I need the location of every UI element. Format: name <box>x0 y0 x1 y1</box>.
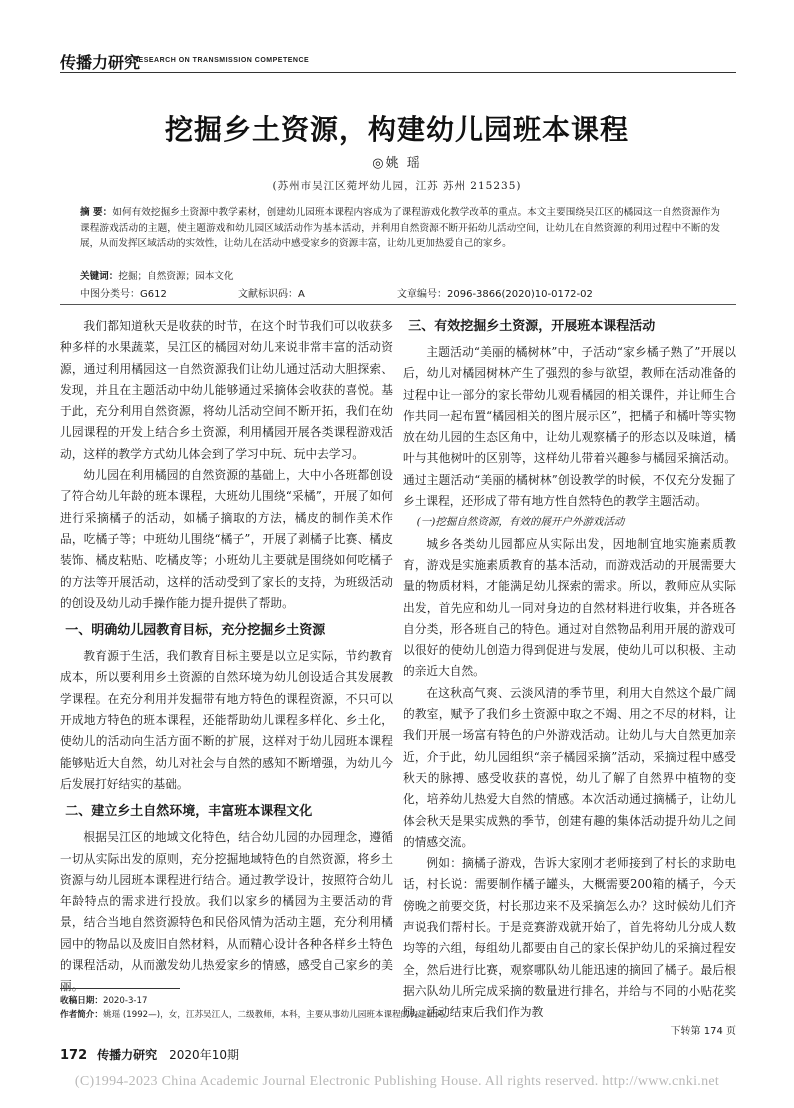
paragraph: 城乡各类幼儿园都应从实际出发，因地制宜地实施素质教育，游戏是实施素质教育的基本活动，而游戏活动的开展需要大量的物质材料，才能满足幼儿探索的需求。所以，教师应从实际出发，首先应和幼儿一同对身边的自然材料进行收集，并各班各自分类，形各班自己的特色。通过对自然物品利用开展的游戏可以很好的使幼儿创造力得到促进与发展，使幼儿可以积极、主动的亲近大自然。 <box>403 536 736 679</box>
article-title: 挖掘乡土资源，构建幼儿园班本课程 <box>164 113 629 146</box>
abstract-label: 摘 要： <box>80 207 113 218</box>
paragraph: 根据吴江区的地域文化特色，结合幼儿园的办园理念，遵循一切从实际出发的原则，充分挖掘地域特色的自然资源，将乡土资源与幼儿园班本课程进行结合。通过教学设计，按照符合幼儿年龄特点的需求进行投放。我们以家乡的橘园为主要活动的背景，结合当地自然资源特色和民俗风情为活动主题，充分利用橘园中的物品以及废旧自然材料，从而精心设计各种各样乡土特色的课程活动，从而激发幼儿热爱家乡的情感，感受自己家乡的美丽。 <box>60 830 393 994</box>
keywords <box>80 268 720 282</box>
author-affiliation: (苏州市吴江区菀坪幼儿园，江苏 苏州 215235) <box>272 180 522 192</box>
continued-note: 下转第 174 页 <box>670 1025 736 1037</box>
document-code: 文献标识码：A <box>238 289 305 300</box>
abstract <box>80 205 720 252</box>
journal-name-en: RESEARCH ON TRANSMISSION COMPETENCE <box>133 57 310 64</box>
paragraph: 我们都知道秋天是收获的时节，在这个时节我们可以收获多种多样的水果蔬菜，吴江区的橘园对幼儿来说非常丰富的活动资源，通过利用橘园这一自然资源我们让幼儿通过活动大胆探索、发现，并且在主题活动中幼儿能够通过采摘体会收获的喜悦。基于此，充分利用自然资源，将幼儿活动空间不断开拓，我们在幼儿园课程的开发上结合乡土资源，利用橘园开展各类课程游戏活动，这样的教学方式幼儿体会到了学习中玩、玩中去学习。 <box>60 319 393 461</box>
paragraph: 教育源于生活，我们教育目标主要是以立足实际，节约教育成本，所以要利用乡土资源的自然环境为幼儿创设适合其发展教学课程。在充分利用并发掘带有地方特色的课程资源，不只可以开成地方特色的班本课程，还能帮助幼儿课程多样化、乡土化，使幼儿的活动向生活方面不断的扩展，这样对于幼儿园班本课程能够贴近大自然，幼儿对社会与自然的感知不断增强，为幼儿今后发展打好结实的基础。 <box>60 649 393 791</box>
received-label: 收稿日期： <box>60 996 103 1006</box>
author-bio-label: 作者简介： <box>60 1010 103 1020</box>
abstract-rule <box>60 304 736 305</box>
footer-issue: 2020年10期 <box>169 1048 239 1062</box>
received-date <box>60 994 147 1006</box>
journal-name-cn: 传播力研究 <box>60 53 141 72</box>
subsection-heading: (一)挖掘自然资源，有效的展开户外游戏活动 <box>416 516 625 529</box>
page-number: 172 <box>60 1048 88 1063</box>
abstract-text: 如何有效挖掘乡土资源中教学素材，创建幼儿园班本课程内容成为了课程游戏化教学改革的重点。本文主要围绕吴江区的橘园这一自然资源作为课程游戏活动的主题，使主题游戏和幼儿园区域活动作为基本活动，并利用自然资源不断开拓幼儿活动空间，让幼儿在自然资源的利用过程中不断的发展，从而发挥区域活动的实效性，让幼儿在活动中感受家乡的资源丰富，让幼儿更加热爱自己的家乡。 <box>80 207 721 250</box>
paragraph: 主题活动“美丽的橘树林”中，子活动“家乡橘子熟了”开展以后，幼儿对橘园树林产生了强烈的参与欲望，教师在活动准备的过程中让一部分的家长带幼儿观看橘园的相关课件，并让师生合作共同一起布置“橘园相关的图片展示区”，把橘子和橘叶等实物放在幼儿园的生态区角中，让幼儿观察橘子的形态以及味道，橘叶与其他树叶的区别等，这样幼儿带着兴趣参与橘园采摘活动。通过主题活动“美丽的橘树林”创设教学的时候，不仅充分发掘了乡土课程，还形成了带有地方性自然特色的教学主题活动。 <box>403 345 736 509</box>
clc-number: 中图分类号：G612 <box>80 289 167 300</box>
paragraph: 在这秋高气爽、云淡风清的季节里，利用大自然这个最广阔的教室，赋予了我们乡土资源中取之不竭、用之不尽的材料，让我们开展一场富有特色的户外游戏活动。让幼儿与大自然更加亲近，介于此，幼儿园组织“亲子橘园采摘”活动，采摘过程中感受秋天的脉搏、感受收获的喜悦，幼儿了解了自然界中植物的变化，培养幼儿热爱大自然的情感。本次活动通过摘橘子，让幼儿体会秋天是果实成熟的季节，创建有趣的集体活动提升幼儿之间的情感交流。 <box>403 685 736 849</box>
header-rule <box>60 72 736 73</box>
section-heading: 一、明确幼儿园教育目标，充分挖掘乡土资源 <box>65 623 326 639</box>
author-bio <box>60 1008 452 1020</box>
article-number: 文章编号：2096-3866(2020)10-0172-02 <box>397 289 593 300</box>
footer-journal: 传播力研究 <box>97 1048 158 1062</box>
footnote-rule <box>60 988 180 989</box>
keywords-text: 挖掘；自然资源；园本文化 <box>118 271 234 282</box>
paragraph: 幼儿园在利用橘园的自然资源的基础上，大中小各班都创设了符合幼儿年龄的班本课程，大班幼儿围绕“采橘”，开展了如何进行采摘橘子的活动，如橘子摘取的方法，橘皮的制作美术作品，吃橘子等；中班幼儿围绕“橘子”，开展了剥橘子比赛、橘皮装饰、橘皮粘贴、吃橘皮等；小班幼儿主要就是围绕如何吃橘子的方法等开展活动，这样的活动受到了家长的支持，为班级活动的创设及幼儿动手操作能力提升提供了帮助。 <box>60 468 393 610</box>
section-heading: 二、建立乡土自然环境，丰富班本课程文化 <box>65 804 313 820</box>
keywords-label: 关键词： <box>80 271 119 282</box>
section-heading: 三、有效挖掘乡土资源，开展班本课程活动 <box>408 319 656 334</box>
received-value: 2020-3-17 <box>102 996 148 1006</box>
copyright-watermark: (C)1994-2023 China Academic Journal Electronic Publishing House. All rights reserved. http://www.cnki.net <box>74 1074 720 1089</box>
body-left-column <box>60 316 393 998</box>
paragraph: 例如：摘橘子游戏，告诉大家刚才老师接到了村长的求助电话，村长说：需要制作橘子罐头，大概需要200箱的橘子，今天傍晚之前要交货，村长那边来不及采摘怎么办？这时候幼儿们齐声说我们帮村长。于是竞赛游戏就开始了，首先将幼儿分成人数均等的六组，每组幼儿都要由自己的家长保护幼儿的采摘过程安全，然后进行比赛，观察哪队幼儿能迅速的摘回了橘子。最后根据六队幼儿所完成采摘的数量进行排名，并给与不同的小贴花奖励。活动结束后我们作为教 <box>403 856 736 1020</box>
page-footer <box>60 1046 239 1063</box>
author-bio-text: 姚瑶 (1992—)，女，江苏吴江人，二级教师，本科，主要从事幼儿园班本课程的构建研究。 <box>102 1010 453 1020</box>
article-author: ◎姚 瑶 <box>372 156 422 171</box>
body-right-column <box>403 316 736 1040</box>
